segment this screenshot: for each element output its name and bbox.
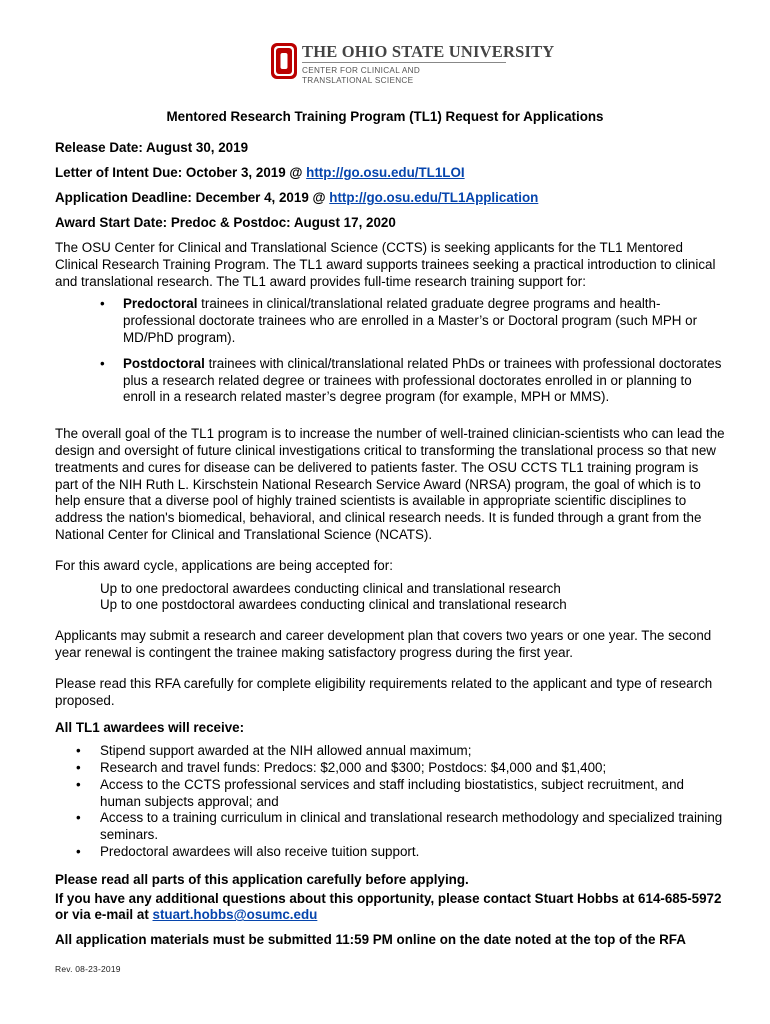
support-term: Postdoctoral <box>123 355 205 371</box>
center-name-line2: TRANSLATIONAL SCIENCE <box>302 75 414 85</box>
university-name: THE OHIO STATE UNIVERSITY <box>302 42 555 61</box>
submission-note: All application materials must be submitted 11:59 PM online on the date noted at the top of the RFA <box>55 932 686 948</box>
cycle-intro: For this award cycle, applications are being accepted for: <box>55 557 393 573</box>
list-item <box>76 810 725 844</box>
block-o-logo-icon <box>271 43 297 79</box>
bullet-icon: • <box>76 776 81 792</box>
award-start-date: Award Start Date: Predoc & Postdoc: August 17, 2020 <box>55 215 396 230</box>
support-text: trainees in clinical/translational related graduate degree programs and health-professional doctorate trainees who are enrolled in a Master’s or Doctoral program (such MPH or MD/PhD program). <box>123 296 698 345</box>
contact-text: If you have any additional questions about this opportunity, please contact Stuart Hobbs at 614-685-5972 or via e-mail at <box>55 890 722 923</box>
bullet-icon: • <box>76 759 81 775</box>
loi-label: Letter of Intent Due: October 3, 2019 @ <box>55 165 307 180</box>
document-body <box>55 140 725 949</box>
receive-list <box>76 743 725 861</box>
list-item: Up to one predoctoral awardees conducting clinical and translational research <box>100 580 561 596</box>
read-all-note: Please read all parts of this application carefully before applying. <box>55 871 469 887</box>
support-text: trainees with clinical/translational related PhDs or trainees with professional doctorates plus a research related degree or trainees with professional doctorates enrolled in or planning to enroll in a research related master’s degree program (for example, MPH or MMS). <box>123 355 722 405</box>
bullet-icon: • <box>76 810 81 826</box>
receive-item-text: Stipend support awarded at the NIH allowed annual maximum; <box>100 743 472 759</box>
application-link[interactable]: http://go.osu.edu/TL1Application <box>329 190 539 205</box>
list-item <box>76 760 725 777</box>
list-item <box>76 777 725 811</box>
receive-item-text: Access to a training curriculum in clinical and translational research methodology and specialized training seminars. <box>100 810 723 843</box>
osu-ccts-logo <box>271 43 554 85</box>
list-item <box>76 844 725 861</box>
revision-date: Rev. 08-23-2019 <box>55 964 121 974</box>
application-deadline <box>55 190 725 207</box>
receive-item-text: Research and travel funds: Predocs: $2,000 and $300; Postdocs: $4,000 and $1,400; <box>100 759 607 775</box>
goal-paragraph: The overall goal of the TL1 program is to increase the number of well-trained clinician-scientists who can lead the design and oversight of future clinical investigations critical to transforming the translational process so that new treatments and cures for disease can be delivered to patients faster. The OSU CCTS TL1 training program is part of the NIH Ruth L. Kirschstein National Research Service Award (NRSA) program, the goal of which is to help ensure that a diverse pool of highly trained scientists is available in appropriate scientific disciplines to address the nation's biomedical, behavioral, and clinical research needs. It is funded through a grant from the National Center for Clinical and Translational Science (NCATS). <box>55 426 725 542</box>
release-date: Release Date: August 30, 2019 <box>55 140 249 155</box>
logo-divider <box>302 62 506 63</box>
read-rfa-paragraph: Please read this RFA carefully for complete eligibility requirements related to the applicant and type of research proposed. <box>55 675 713 708</box>
deadline-label: Application Deadline: December 4, 2019 @ <box>55 190 330 205</box>
support-term: Predoctoral <box>123 296 198 312</box>
contact-email-link[interactable]: stuart.hobbs@osumc.edu <box>152 907 318 923</box>
center-name-line1: CENTER FOR CLINICAL AND <box>302 66 421 75</box>
list-item <box>100 356 725 406</box>
intro-paragraph: The OSU Center for Clinical and Translational Science (CCTS) is seeking applicants for the TL1 Mentored Clinical Research Training Program. The TL1 award supports trainees seeking a practical introduction to clinical and translational research. The TL1 award provides full-time research training support for: <box>55 240 716 289</box>
bullet-icon: • <box>76 743 81 759</box>
letter-of-intent-due <box>55 165 725 182</box>
plan-paragraph: Applicants may submit a research and career development plan that covers two years or one year. The second year renewal is contingent the trainee making satisfactory progress during the first year. <box>55 628 712 660</box>
contact-paragraph <box>55 891 725 925</box>
cycle-list <box>100 581 725 615</box>
receive-item-text: Access to the CCTS professional services and staff including biostatistics, subject recruitment, and human subjects approval; and <box>100 776 685 809</box>
receive-heading: All TL1 awardees will receive: <box>55 720 245 736</box>
bullet-icon: • <box>100 355 105 371</box>
list-item: Up to one postdoctoral awardees conducting clinical and translational research <box>100 597 567 613</box>
list-item <box>100 296 725 346</box>
loi-link[interactable]: http://go.osu.edu/TL1LOI <box>306 165 465 180</box>
bullet-icon: • <box>100 296 105 312</box>
list-item <box>76 743 725 760</box>
bullet-icon: • <box>76 843 81 859</box>
document-title: Mentored Research Training Program (TL1) Request for Applications <box>166 109 604 124</box>
support-list <box>100 296 725 406</box>
receive-item-text: Predoctoral awardees will also receive tuition support. <box>100 843 420 859</box>
